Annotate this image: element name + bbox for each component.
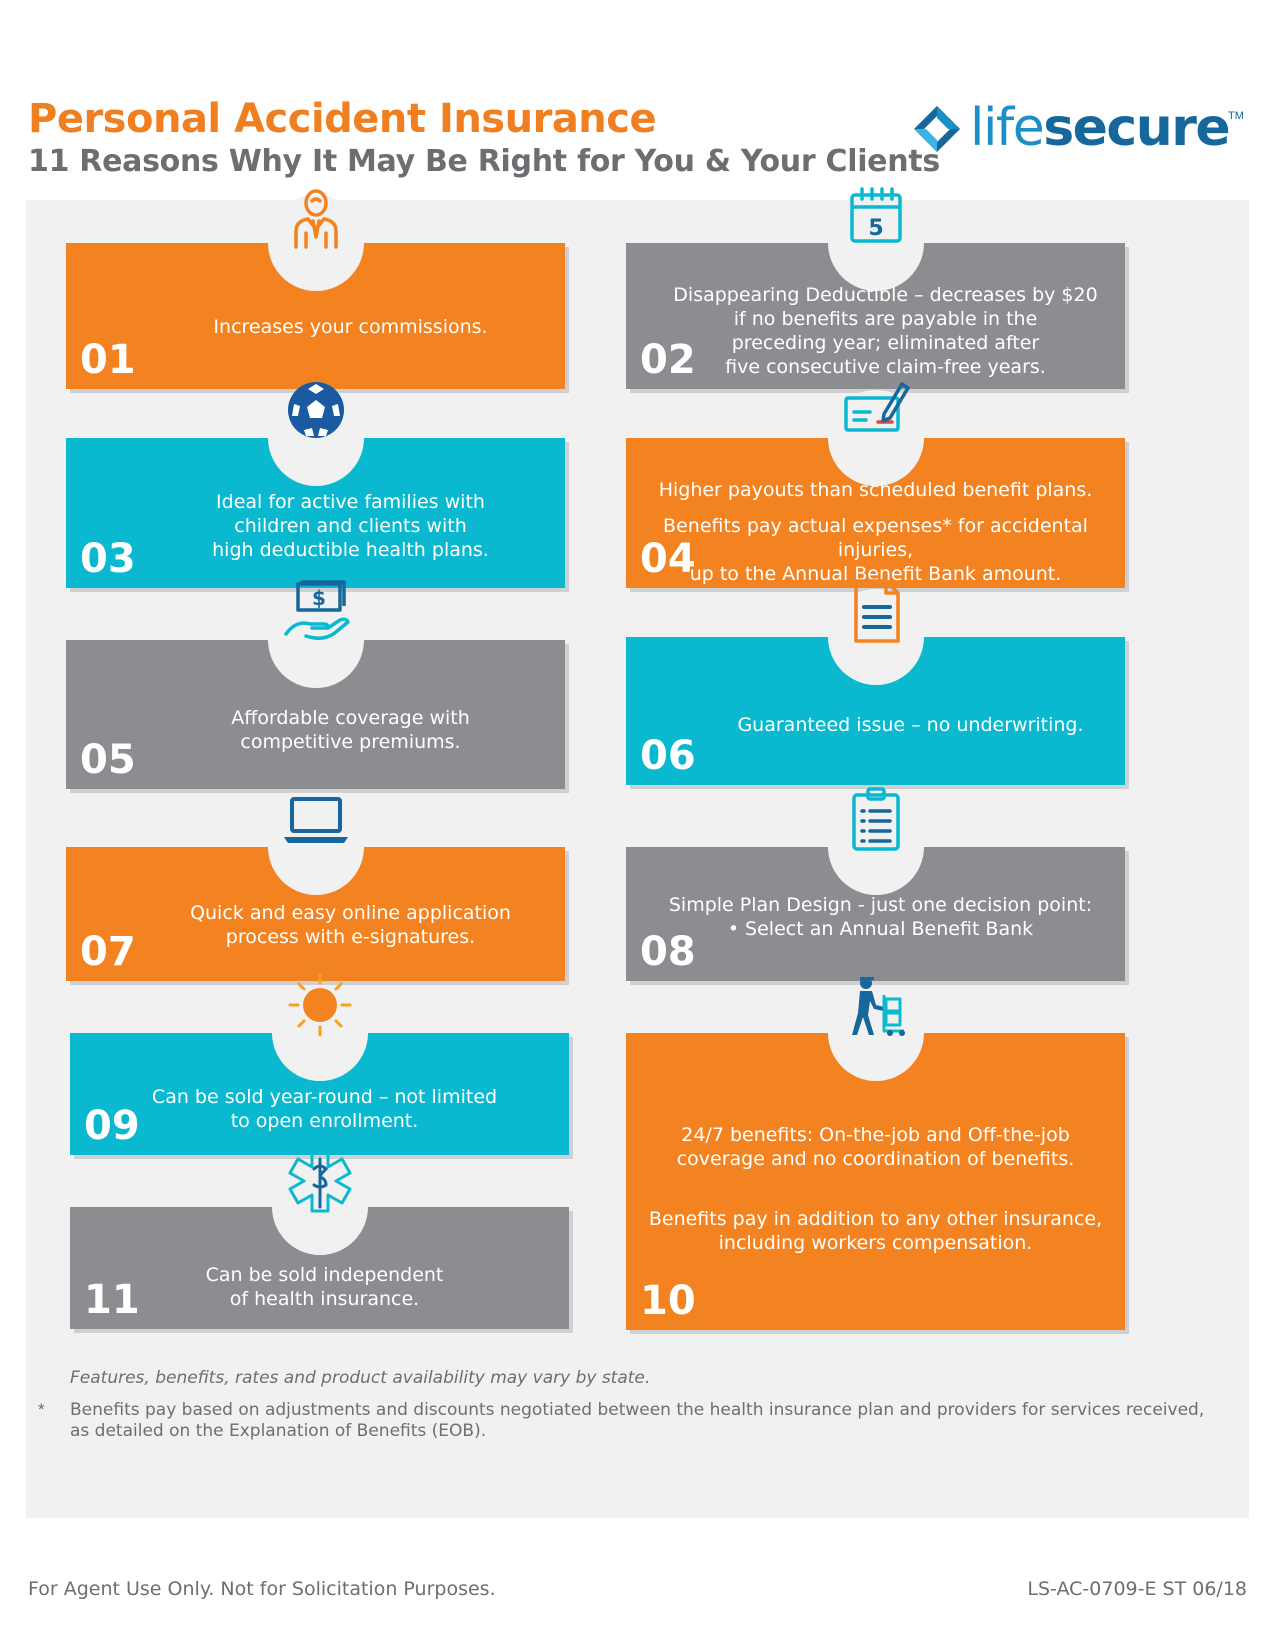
reason-card-03: [66, 438, 565, 588]
reason-number: 01: [80, 337, 136, 383]
reason-line: competitive premiums.: [240, 731, 461, 753]
reason-text: [146, 315, 555, 339]
reason-line: coverage and no coordination of benefits.: [676, 1148, 1075, 1170]
delivery-worker-icon: [840, 971, 912, 1043]
reason-line: including workers compensation.: [718, 1232, 1033, 1254]
svg-text:5: 5: [867, 216, 884, 241]
reason-line: Can be sold year-round – not limited: [151, 1086, 498, 1108]
laptop-icon: [280, 785, 352, 857]
document-icon: [840, 575, 912, 647]
reason-line: children and clients with: [234, 515, 467, 537]
reason-card-10: [626, 1033, 1125, 1330]
reason-number: 03: [80, 536, 136, 582]
reason-line: Simple Plan Design - just one decision point:: [668, 894, 1093, 916]
footer-agent-notice: For Agent Use Only. Not for Solicitation Purposes.: [28, 1578, 496, 1600]
reason-line: Benefits pay in addition to any other insurance,: [648, 1208, 1103, 1230]
reason-line: Higher payouts than scheduled benefit plans.: [658, 479, 1093, 501]
reason-line: high deductible health plans.: [212, 539, 489, 561]
reason-number: 06: [640, 733, 696, 779]
reason-card-08: [626, 847, 1125, 981]
logo-trademark: TM: [1228, 110, 1244, 122]
svg-text:$: $: [311, 586, 326, 610]
reason-number: 07: [80, 929, 136, 975]
logo-word-secure: secure: [1043, 98, 1230, 158]
reason-line: Increases your commissions.: [213, 316, 488, 338]
reason-line: to open enrollment.: [230, 1110, 419, 1132]
footnote-text: [70, 1400, 1240, 1442]
reason-text: [146, 706, 555, 754]
medical-symbol-icon: [284, 1145, 356, 1217]
clipboard-icon: [840, 785, 912, 857]
reason-line: five consecutive claim-free years.: [725, 356, 1046, 378]
logo-mark-icon: [912, 104, 962, 154]
content-panel: [26, 200, 1249, 1518]
reason-line: Affordable coverage with: [231, 707, 470, 729]
reason-card-09: [70, 1033, 569, 1155]
reason-text: [636, 1123, 1115, 1255]
state-disclaimer: Features, benefits, rates and product availability may vary by state.: [70, 1368, 651, 1388]
reason-line: 24/7 benefits: On-the-job and Off-the-job: [681, 1124, 1070, 1146]
reason-card-11: [70, 1207, 569, 1329]
reason-line: preceding year; eliminated after: [731, 332, 1040, 354]
reason-card-07: [66, 847, 565, 981]
reason-number: 09: [84, 1103, 140, 1149]
reason-line: process with e-signatures.: [225, 926, 476, 948]
lifesecure-logo: [912, 98, 1242, 158]
footnote-line: as detailed on the Explanation of Benefits (EOB).: [70, 1421, 487, 1441]
reason-number: 08: [640, 929, 696, 975]
reason-line: Guaranteed issue – no underwriting.: [737, 714, 1084, 736]
reason-line: Ideal for active families with: [216, 491, 485, 513]
page-subtitle: 11 Reasons Why It May Be Right for You & Your Clients: [28, 144, 940, 179]
calendar-icon: [840, 181, 912, 253]
footnote-marker: *: [38, 1400, 45, 1419]
reason-text: [146, 901, 555, 949]
reason-line: of health insurance.: [229, 1288, 420, 1310]
logo-word-life: life: [970, 98, 1044, 158]
footer-form-code: LS-AC-0709-E ST 06/18: [1027, 1578, 1247, 1600]
reason-text: [656, 283, 1115, 379]
reason-text: [146, 490, 555, 562]
reason-number: 02: [640, 337, 696, 383]
reason-number: 10: [640, 1278, 696, 1324]
reason-line: Disappearing Deductible – decreases by $20: [673, 284, 1098, 306]
reason-text: [646, 893, 1115, 941]
reason-line: up to the Annual Benefit Bank amount.: [689, 563, 1062, 585]
reason-line: Benefits pay actual expenses* for accidental injuries,: [663, 515, 1088, 561]
businessman-icon: [280, 181, 352, 253]
reason-number: 05: [80, 737, 136, 783]
money-hand-icon: [280, 578, 352, 650]
reason-card-06: [626, 637, 1125, 785]
footnote-line: Benefits pay based on adjustments and discounts negotiated between the health insurance plan and providers for services received,: [70, 1400, 1205, 1420]
logo-wordmark: [970, 98, 1229, 158]
check-signing-icon: [840, 376, 912, 448]
sun-icon: [284, 971, 356, 1043]
page-title: Personal Accident Insurance: [28, 96, 657, 142]
reason-line: • Select an Annual Benefit Bank: [727, 918, 1034, 940]
reason-text: [90, 1085, 559, 1133]
reason-card-05: [66, 586, 565, 789]
reason-text: [706, 713, 1115, 737]
reason-card-02: [626, 216, 1125, 389]
reason-line: Can be sold independent: [205, 1264, 444, 1286]
reason-line: if no benefits are payable in the: [733, 308, 1038, 330]
soccer-ball-icon: [280, 376, 352, 448]
reason-line: Quick and easy online application: [190, 902, 511, 924]
reason-card-01: [66, 243, 565, 389]
reason-number: 11: [84, 1277, 140, 1323]
reason-text: [90, 1263, 559, 1311]
reason-number: 04: [640, 536, 696, 582]
reason-card-04: [626, 438, 1125, 588]
reason-text: [636, 478, 1115, 586]
